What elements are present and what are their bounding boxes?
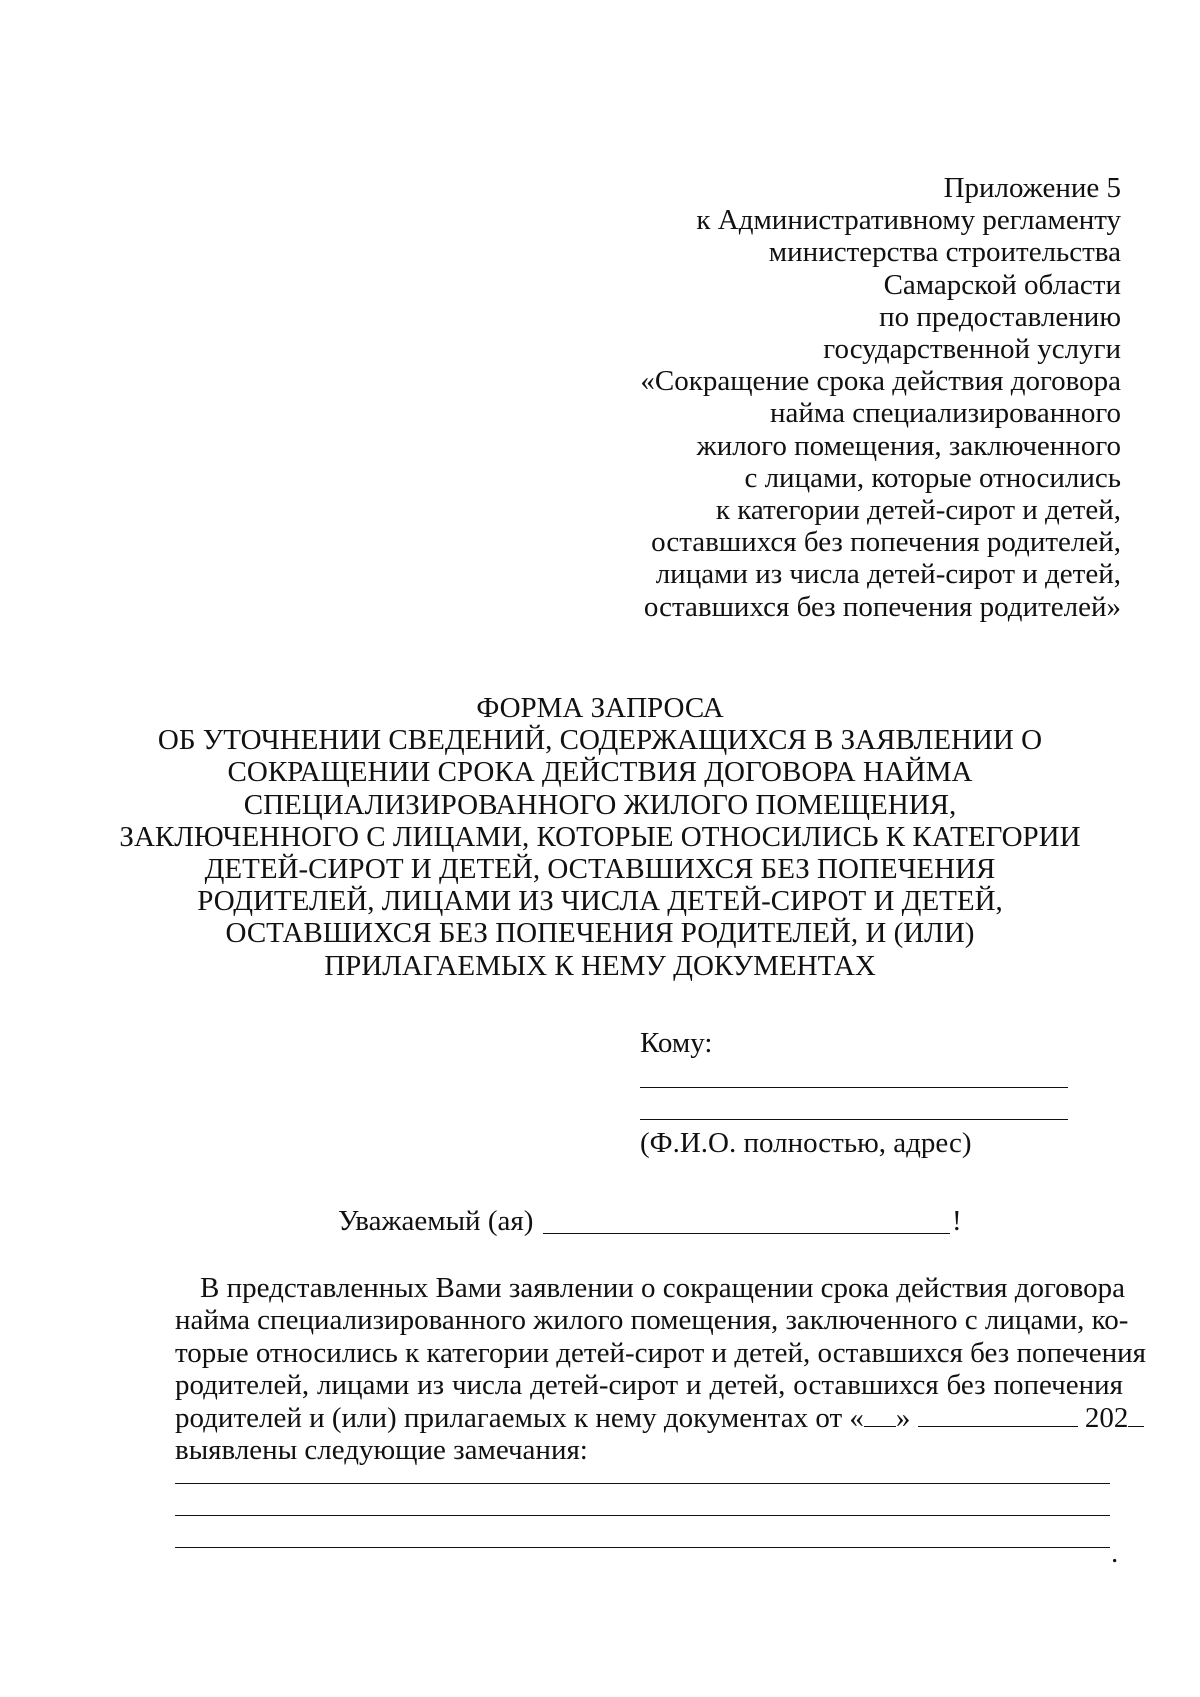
appendix-line: к категории детей-сирот и детей, — [715, 494, 1121, 527]
form-title-line: СПЕЦИАЛИЗИРОВАННОГО ЖИЛОГО ПОМЕЩЕНИЯ, — [243, 788, 957, 821]
recipient-address-blank[interactable] — [640, 1119, 1068, 1120]
form-title-line: ЗАКЛЮЧЕННОГО С ЛИЦАМИ, КОТОРЫЕ ОТНОСИЛИСЬ К КАТЕГОРИИ — [119, 820, 1081, 853]
appendix-line: Приложение 5 — [943, 172, 1121, 204]
date-year-blank[interactable] — [1128, 1404, 1144, 1427]
appendix-line: Самарской области — [883, 268, 1121, 301]
appendix-line: государственной услуги — [823, 333, 1121, 366]
appendix-line: к Административному регламенту — [696, 204, 1121, 237]
body-line: родителей, лицами из числа детей-сирот и детей, оставшихся без попечения — [175, 1369, 1123, 1402]
form-title-line: СОКРАЩЕНИИ СРОКА ДЕЙСТВИЯ ДОГОВОРА НАЙМА — [227, 756, 973, 789]
recipient-label: Кому: — [640, 1027, 713, 1059]
date-prefix: родителей и (или) прилагаемых к нему документах от « — [175, 1401, 864, 1434]
request-body — [175, 1272, 1147, 1467]
greeting-name-blank[interactable] — [543, 1233, 950, 1234]
recipient-name-blank[interactable] — [640, 1087, 1068, 1088]
date-quote-close: » — [895, 1401, 911, 1434]
recipient-hint: (Ф.И.О. полностью, адрес) — [640, 1127, 972, 1159]
form-title-line: ДЕТЕЙ-СИРОТ И ДЕТЕЙ, ОСТАВШИХСЯ БЕЗ ПОПЕЧЕНИЯ — [204, 853, 996, 886]
appendix-line: министерства строительства — [768, 236, 1121, 269]
body-line: выявлены следующие замечания: — [175, 1434, 588, 1467]
appendix-header — [561, 172, 1121, 623]
form-title-line: РОДИТЕЛЕЙ, ЛИЦАМИ ИЗ ЧИСЛА ДЕТЕЙ-СИРОТ И ДЕТЕЙ, — [197, 885, 1003, 918]
greeting-label: Уважаемый (ая) — [338, 1205, 534, 1237]
appendix-line: «Сокращение срока действия договора — [640, 365, 1121, 398]
date-day-blank[interactable] — [864, 1404, 896, 1427]
appendix-line: оставшихся без попечения родителей» — [643, 590, 1121, 623]
form-title-line: ФОРМА ЗАПРОСА — [476, 692, 724, 724]
remarks-line-1[interactable] — [175, 1483, 1110, 1484]
form-title — [110, 692, 1090, 982]
date-month-blank[interactable] — [918, 1404, 1078, 1427]
appendix-line: по предоставлению — [879, 300, 1121, 333]
form-title-line: ПРИЛАГАЕМЫХ К НЕМУ ДОКУМЕНТАХ — [324, 949, 876, 982]
appendix-line: оставшихся без попечения родителей, — [651, 526, 1121, 559]
greeting-punctuation: ! — [952, 1205, 962, 1237]
appendix-line: жилого помещения, заключенного — [696, 429, 1121, 462]
appendix-line: найма специализированного — [770, 397, 1121, 430]
remarks-line-2[interactable] — [175, 1515, 1110, 1516]
body-line: торые относились к категории детей-сирот и детей, оставшихся без попечения — [175, 1336, 1147, 1369]
appendix-line: с лицами, которые относились — [744, 461, 1121, 494]
form-title-line: ОБ УТОЧНЕНИИ СВЕДЕНИЙ, СОДЕРЖАЩИХСЯ В ЗАЯВЛЕНИИ О — [157, 724, 1043, 757]
body-line-date — [175, 1401, 1129, 1434]
date-year-prefix: 202 — [1084, 1401, 1129, 1434]
appendix-line: лицами из числа детей-сирот и детей, — [655, 558, 1121, 591]
remarks-end-mark: . — [1111, 1537, 1119, 1569]
body-line: В представленных Вами заявлении о сокращении срока действия договора — [200, 1272, 1126, 1304]
body-line: найма специализированного жилого помещения, заключенного с лицами, ко- — [175, 1304, 1129, 1337]
form-title-line: ОСТАВШИХСЯ БЕЗ ПОПЕЧЕНИЯ РОДИТЕЛЕЙ, И (ИЛИ) — [225, 917, 975, 950]
remarks-line-3[interactable] — [175, 1547, 1110, 1548]
